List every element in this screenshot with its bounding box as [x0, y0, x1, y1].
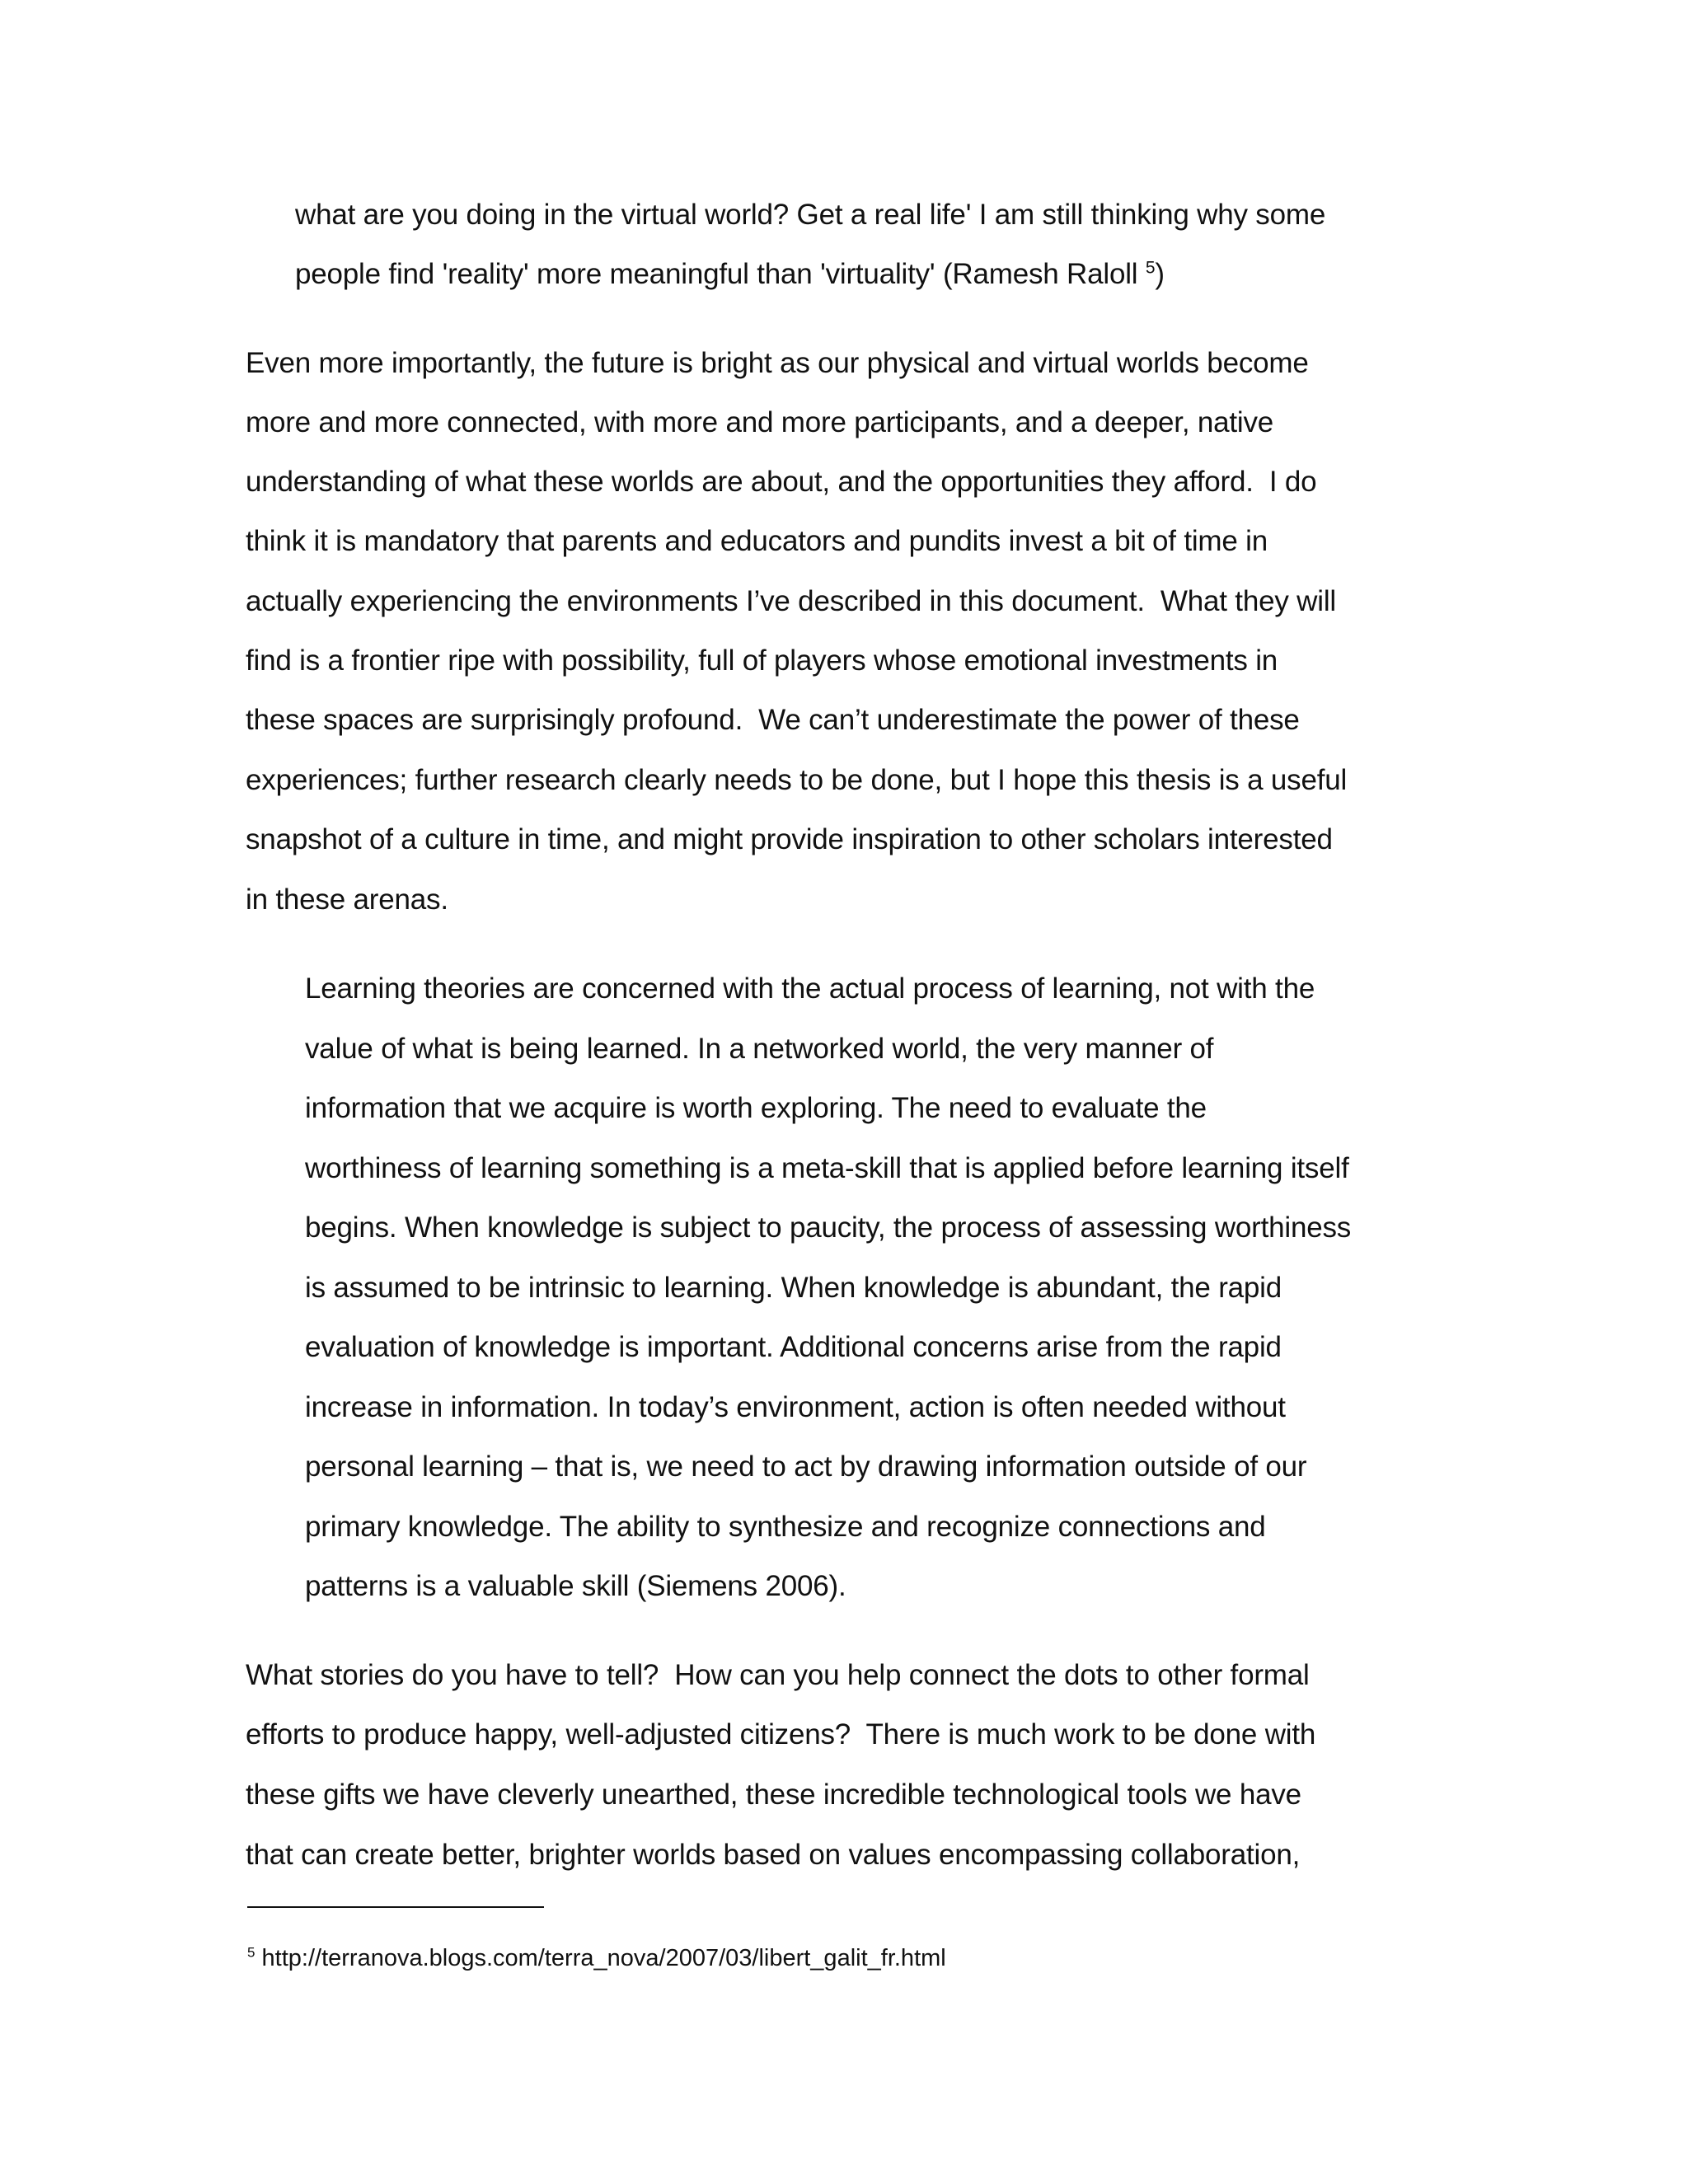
paragraph-line: in these arenas. — [246, 883, 448, 916]
quote-line: value of what is being learned. In a networked world, the very manner of — [305, 1033, 1214, 1065]
quote-line: Learning theories are concerned with the actual process of learning, not with the — [305, 972, 1315, 1005]
quote-line: increase in information. In today’s environment, action is often needed without — [305, 1391, 1286, 1423]
paragraph-line: efforts to produce happy, well-adjusted citizens? There is much work to be done with — [246, 1718, 1316, 1750]
footnote-reference: 5 — [1145, 258, 1156, 278]
quote-line: personal learning – that is, we need to act by drawing information outside of our — [305, 1451, 1307, 1483]
footnote-url: http://terranova.blogs.com/terra_nova/2007/03/libert_galit_fr.html — [255, 1945, 946, 1971]
paragraph-line: these gifts we have cleverly unearthed, these incredible technological tools we have — [246, 1779, 1301, 1811]
paragraph-line: more and more connected, with more and more participants, and a deeper, native — [246, 406, 1274, 438]
quote-line: begins. When knowledge is subject to paucity, the process of assessing worthiness — [305, 1212, 1352, 1244]
paragraph-line: experiences; further research clearly needs to be done, but I hope this thesis is a useful — [246, 764, 1348, 796]
paragraph-line: understanding of what these worlds are about, and the opportunities they afford. I do — [246, 466, 1317, 498]
paragraph-line: think it is mandatory that parents and educators and pundits invest a bit of time in — [246, 525, 1268, 557]
paragraph-line: these spaces are surprisingly profound. We can’t underestimate the power of these — [246, 704, 1300, 736]
footnote-number: 5 — [247, 1944, 256, 1961]
quote-line: information that we acquire is worth exploring. The need to evaluate the — [305, 1092, 1207, 1124]
quote-line: worthiness of learning something is a meta-skill that is applied before learning itself — [305, 1152, 1349, 1184]
footnote-separator — [247, 1906, 544, 1908]
quote-line: evaluation of knowledge is important. Additional concerns arise from the rapid — [305, 1331, 1282, 1363]
quote-line-text: people find 'reality' more meaningful than 'virtuality' (Ramesh Raloll — [295, 258, 1146, 290]
quote-line: what are you doing in the virtual world? Get a real life' I am still thinking why some — [295, 199, 1326, 231]
paragraph-line: that can create better, brighter worlds based on values encompassing collaboration, — [246, 1839, 1301, 1871]
paragraph-line: actually experiencing the environments I’ve described in this document. What they will — [246, 585, 1336, 617]
quote-line-close: ) — [1155, 258, 1165, 290]
paragraph-line: Even more importantly, the future is bright as our physical and virtual worlds become — [246, 347, 1309, 379]
quote-line: is assumed to be intrinsic to learning. When knowledge is abundant, the rapid — [305, 1272, 1282, 1304]
paragraph-line: find is a frontier ripe with possibility, full of players whose emotional investments in — [246, 644, 1278, 677]
paragraph-line: snapshot of a culture in time, and might provide inspiration to other scholars interested — [246, 823, 1333, 855]
quote-line: primary knowledge. The ability to synthesize and recognize connections and — [305, 1511, 1266, 1543]
paragraph-line: What stories do you have to tell? How can you help connect the dots to other formal — [246, 1659, 1310, 1691]
footnote — [247, 1943, 946, 1973]
quote-line: patterns is a valuable skill (Siemens 2006). — [305, 1570, 846, 1602]
quote-line — [295, 256, 1165, 293]
